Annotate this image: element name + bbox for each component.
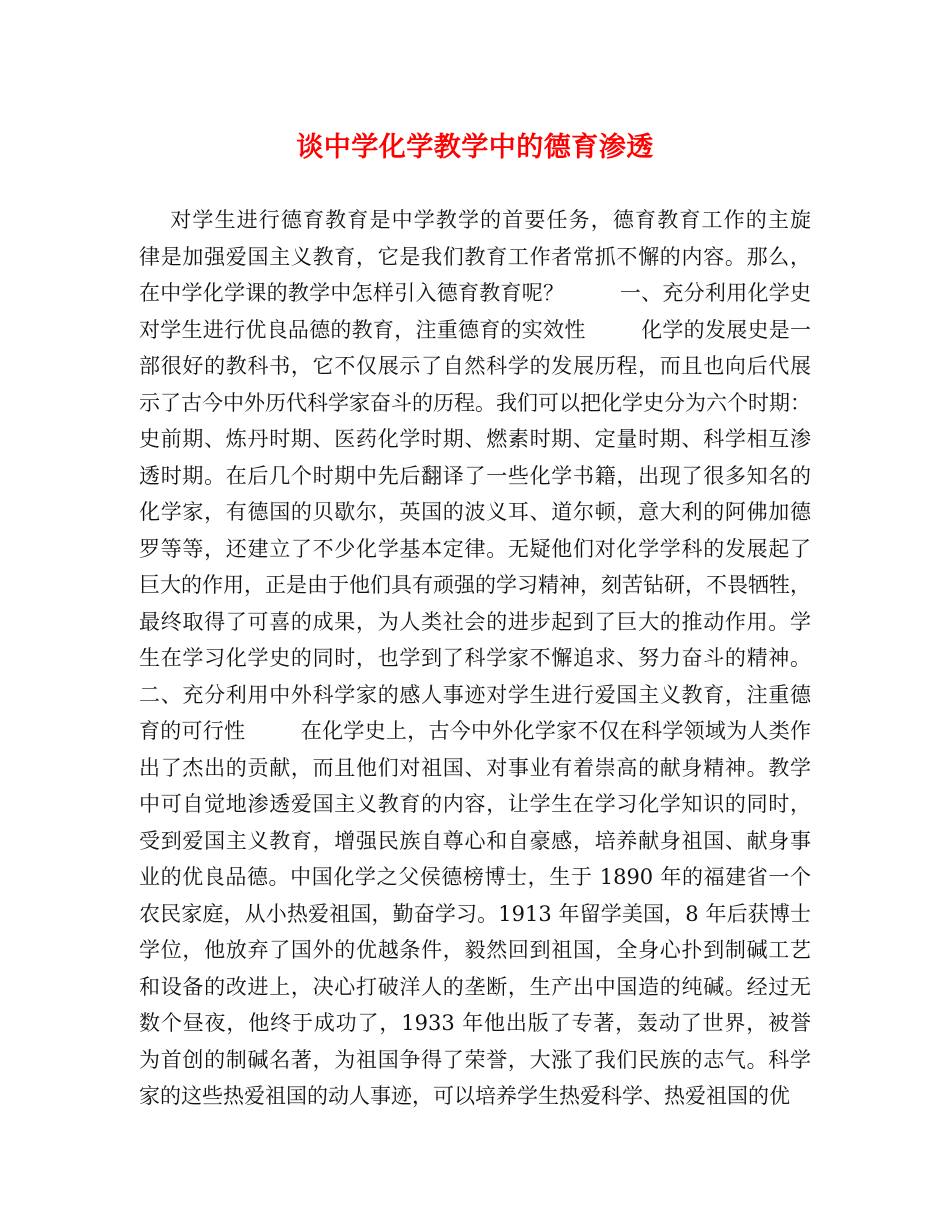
body-text-line: 透时期。在后几个时期中先后翻译了一些化学书籍，出现了很多知名的 bbox=[139, 463, 811, 488]
body-text-line: 家的这些热爱祖国的动人事迹，可以培养学生热爱科学、热爱祖国的优 bbox=[139, 1084, 790, 1108]
body-text-line: 罗等等，还建立了不少化学基本定律。无疑他们对化学学科的发展起了 bbox=[139, 536, 811, 561]
body-text-line: 育的可行性 在化学史上，古今中外化学家不仅在科学领域为人类作 bbox=[139, 719, 811, 743]
body-text-line: 示了古今中外历代科学家奋斗的历程。我们可以把化学史分为六个时期： bbox=[139, 390, 811, 415]
body-text-line: 和设备的改进上，决心打破洋人的垄断，生产出中国造的纯碱。经过无 bbox=[139, 974, 811, 999]
body-text-line: 最终取得了可喜的成果，为人类社会的进步起到了巨大的推动作用。学 bbox=[139, 609, 811, 634]
body-text-line: 学位，他放弃了国外的优越条件，毅然回到祖国，全身心扑到制碱工艺 bbox=[139, 938, 811, 962]
body-text-line: 数个昼夜，他终于成功了，1933 年他出版了专著，轰动了世界，被誉 bbox=[139, 1011, 811, 1035]
body-text-line: 为首创的制碱名著，为祖国争得了荣誉，大涨了我们民族的志气。科学 bbox=[139, 1047, 811, 1072]
body-text-line: 巨大的作用，正是由于他们具有顽强的学习精神，刻苦钻研，不畏牺牲， bbox=[139, 573, 811, 597]
body-text-line: 出了杰出的贡献，而且他们对祖国、对事业有着崇高的献身精神。教学 bbox=[139, 755, 811, 780]
body-text-line: 生在学习化学史的同时，也学到了科学家不懈追求、努力奋斗的精神。 bbox=[139, 646, 811, 670]
body-text-line: 对学生进行优良品德的教育，注重德育的实效性 化学的发展史是一 bbox=[139, 317, 811, 342]
body-text-line: 化学家，有德国的贝歇尔，英国的波义耳、道尔顿，意大利的阿佛加德 bbox=[139, 500, 811, 524]
document-body bbox=[139, 202, 811, 1115]
body-text-line: 业的优良品德。中国化学之父侯德榜博士，生于 1890 年的福建省一个 bbox=[139, 865, 811, 889]
body-text-line: 农民家庭，从小热爱祖国，勤奋学习。1913 年留学美国，8 年后获博士 bbox=[139, 901, 811, 926]
body-text-line: 中可自觉地渗透爱国主义教育的内容，让学生在学习化学知识的同时， bbox=[139, 792, 811, 816]
body-text-line: 受到爱国主义教育，增强民族自尊心和自豪感，培养献身祖国、献身事 bbox=[139, 828, 811, 853]
body-text-line: 对学生进行德育教育是中学教学的首要任务，德育教育工作的主旋 bbox=[139, 208, 811, 232]
body-text-line: 在中学化学课的教学中怎样引入德育教育呢？ 一、充分利用化学史 bbox=[139, 281, 811, 305]
body-text-line: 史前期、炼丹时期、医药化学时期、燃素时期、定量时期、科学相互渗 bbox=[139, 427, 811, 451]
document-title: 谈中学化学教学中的德育渗透 bbox=[296, 132, 654, 163]
body-text-line: 律是加强爱国主义教育，它是我们教育工作者常抓不懈的内容。那么， bbox=[139, 244, 811, 269]
body-text-line: 部很好的教科书，它不仅展示了自然科学的发展历程，而且也向后代展 bbox=[139, 354, 811, 378]
body-text-line: 二、充分利用中外科学家的感人事迹对学生进行爱国主义教育，注重德 bbox=[139, 682, 811, 707]
